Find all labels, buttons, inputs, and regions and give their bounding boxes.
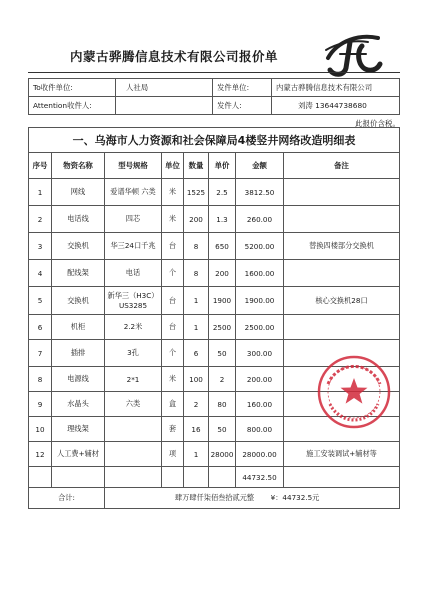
attention-label: Attention收件人:: [29, 97, 116, 115]
cell-amount: 160.00: [236, 392, 284, 417]
cell-unit: 台: [162, 233, 184, 260]
column-header: 物资名称: [52, 153, 105, 179]
cell-name: 水晶头: [52, 392, 105, 417]
table-row: [29, 179, 400, 206]
cell-unit: 米: [162, 206, 184, 233]
company-title: 内蒙古骅腾信息技术有限公司报价单: [70, 49, 279, 64]
cell-price: 1900: [209, 287, 236, 315]
cell-no: 6: [29, 315, 52, 340]
cell-unit: 套: [162, 417, 184, 442]
column-header: 数量: [184, 153, 209, 179]
cell-price: 28000: [209, 442, 236, 467]
cell-qty: 1: [184, 315, 209, 340]
column-header: 型号规格: [105, 153, 162, 179]
table-row: [29, 315, 400, 340]
cell-price: 2: [209, 367, 236, 392]
attention-value: [116, 97, 213, 115]
column-header: 单位: [162, 153, 184, 179]
cell-remark: [284, 206, 400, 233]
cell-no: 2: [29, 206, 52, 233]
cell-unit: 项: [162, 442, 184, 467]
cell-price: 200: [209, 260, 236, 287]
cell-unit: 个: [162, 260, 184, 287]
sender-value: 刘涛 13644738680: [272, 97, 400, 115]
subtotal-value: 44732.50: [236, 467, 284, 488]
total-amount: [105, 488, 400, 509]
cell-spec: 电话: [105, 260, 162, 287]
cell-spec: [105, 442, 162, 467]
cell-amount: 2500.00: [236, 315, 284, 340]
cell-amount: 300.00: [236, 340, 284, 367]
cell-no: 9: [29, 392, 52, 417]
cell-remark: [284, 260, 400, 287]
cell-no: 10: [29, 417, 52, 442]
cell-unit: 台: [162, 287, 184, 315]
cell-name: 电话线: [52, 206, 105, 233]
cell-name: 插排: [52, 340, 105, 367]
cell-qty: 8: [184, 260, 209, 287]
cell-spec: 六类: [105, 392, 162, 417]
cell-qty: 16: [184, 417, 209, 442]
from-value: 内蒙古骅腾信息技术有限公司: [272, 79, 400, 97]
cell-name: 电源线: [52, 367, 105, 392]
cell-price: 50: [209, 340, 236, 367]
cell-no: 5: [29, 287, 52, 315]
cell-qty: 2: [184, 392, 209, 417]
cell-amount: 3812.50: [236, 179, 284, 206]
column-header: 金额: [236, 153, 284, 179]
cell-name: 理线架: [52, 417, 105, 442]
cell-price: 650: [209, 233, 236, 260]
cell-name: 交换机: [52, 233, 105, 260]
cell-unit: 个: [162, 340, 184, 367]
cell-spec: 2.2米: [105, 315, 162, 340]
column-header: 单价: [209, 153, 236, 179]
cell-name: 交换机: [52, 287, 105, 315]
cell-spec: [105, 417, 162, 442]
from-label: 发件单位:: [213, 79, 272, 97]
cell-no: 1: [29, 179, 52, 206]
cell-no: 12: [29, 442, 52, 467]
cell-remark: 替换四楼部分交换机: [284, 233, 400, 260]
cell-amount: 1600.00: [236, 260, 284, 287]
cell-qty: 1525: [184, 179, 209, 206]
cell-no: 3: [29, 233, 52, 260]
cell-qty: 1: [184, 287, 209, 315]
table-row: [29, 260, 400, 287]
cell-qty: 1: [184, 442, 209, 467]
cell-spec: 爱谱华顿 六类: [105, 179, 162, 206]
cell-amount: 200.00: [236, 367, 284, 392]
cell-spec: 3孔: [105, 340, 162, 367]
header-rule: [28, 72, 400, 73]
cell-unit: 米: [162, 179, 184, 206]
cell-price: 2.5: [209, 179, 236, 206]
to-label: To收件单位:: [29, 79, 116, 97]
table-title: 一、乌海市人力资源和社会保障局4楼竖井网络改造明细表: [29, 128, 400, 153]
cell-name: 网线: [52, 179, 105, 206]
to-value: 人社局: [116, 79, 213, 97]
table-row: [29, 206, 400, 233]
cell-remark: 施工安装调试+辅材等: [284, 442, 400, 467]
cell-name: 配线架: [52, 260, 105, 287]
total-label: 合计:: [29, 488, 105, 509]
header-info-table: [28, 78, 400, 115]
cell-price: 2500: [209, 315, 236, 340]
cell-qty: 6: [184, 340, 209, 367]
total-number: ¥：44732.5元: [270, 493, 320, 502]
cell-remark: 核心交换机28口: [284, 287, 400, 315]
quotation-table: [28, 127, 400, 509]
table-row: [29, 287, 400, 315]
cell-remark: [284, 179, 400, 206]
cell-qty: 8: [184, 233, 209, 260]
table-row: [29, 233, 400, 260]
cell-no: 7: [29, 340, 52, 367]
cell-amount: 1900.00: [236, 287, 284, 315]
cell-name: 机柜: [52, 315, 105, 340]
cell-price: 50: [209, 417, 236, 442]
column-header: 序号: [29, 153, 52, 179]
cell-name: 人工费+辅材: [52, 442, 105, 467]
cell-spec: 新华三（H3C）US3285: [105, 287, 162, 315]
cell-price: 80: [209, 392, 236, 417]
cell-amount: 800.00: [236, 417, 284, 442]
cell-amount: 5200.00: [236, 233, 284, 260]
cell-no: 8: [29, 367, 52, 392]
cell-qty: 200: [184, 206, 209, 233]
table-row: [29, 442, 400, 467]
total-words: 肆万肆仟柒佰叁拾贰元整: [175, 493, 255, 502]
cell-qty: 100: [184, 367, 209, 392]
cell-price: 1.3: [209, 206, 236, 233]
cell-no: 4: [29, 260, 52, 287]
cell-amount: 260.00: [236, 206, 284, 233]
cell-spec: 四芯: [105, 206, 162, 233]
cell-unit: 盒: [162, 392, 184, 417]
cell-unit: 米: [162, 367, 184, 392]
sender-label: 发件人:: [213, 97, 272, 115]
tax-note: 此报价含税。: [355, 119, 400, 128]
cell-amount: 28000.00: [236, 442, 284, 467]
cell-unit: 台: [162, 315, 184, 340]
cell-spec: 2*1: [105, 367, 162, 392]
cell-spec: 华三24口千兆: [105, 233, 162, 260]
cell-remark: [284, 315, 400, 340]
column-header: 备注: [284, 153, 400, 179]
company-seal-icon: [316, 354, 392, 430]
